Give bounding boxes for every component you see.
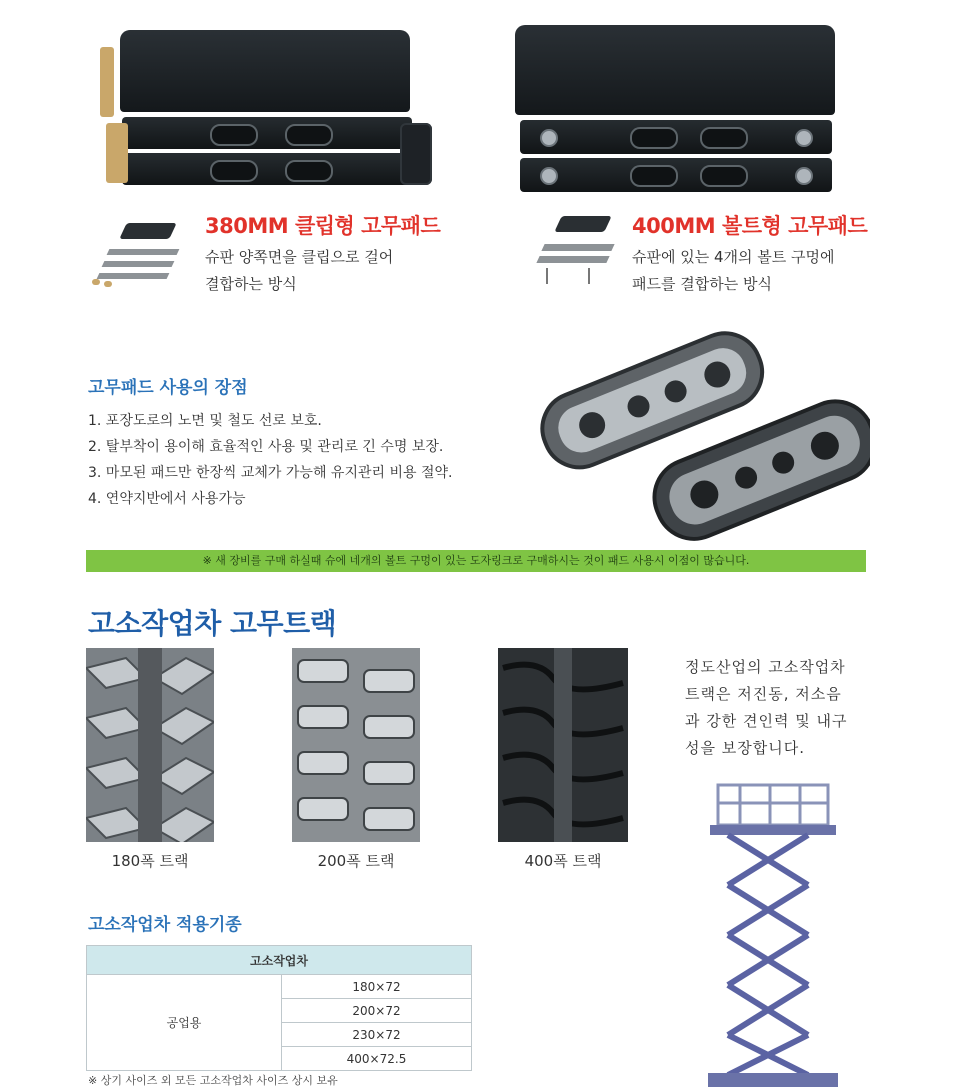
bolt-pad-photo (515, 25, 835, 193)
advantages-list (88, 408, 528, 512)
table-category: 공업용 (87, 975, 282, 1071)
clip-pad-photo (100, 25, 435, 190)
track-200-image (292, 648, 420, 842)
bolt-pad-desc-line2: 패드를 결합하는 방식 (632, 275, 772, 293)
track-400-image (498, 648, 628, 842)
advantage-item: 3. 마모된 패드만 한장씩 교체가 가능해 유지관리 비용 절약. (88, 465, 453, 481)
models-table (86, 945, 472, 1071)
clip-pad-diagram (88, 215, 188, 290)
scissor-lift-image (700, 775, 850, 1090)
clip-pad-desc-line2: 결합하는 방식 (205, 275, 297, 293)
track-180-caption: 180폭 트랙 (111, 852, 189, 870)
advantages-title: 고무패드 사용의 장점 (88, 378, 248, 398)
table-cell-size: 400×72.5 (282, 1047, 472, 1071)
track-description-line: 과 강한 견인력 및 내구 (685, 712, 848, 730)
models-note: ※ 상기 사이즈 외 모든 고소작업차 사이즈 상시 보유 (88, 1074, 338, 1087)
table-cell-size: 180×72 (282, 975, 472, 999)
track-description (685, 654, 847, 762)
track-400-caption: 400폭 트랙 (524, 852, 602, 870)
advantage-item: 2. 탈부착이 용이해 효율적인 사용 및 관리로 긴 수명 보장. (88, 439, 444, 455)
track-description-line: 정도산업의 고소작업차 (685, 658, 846, 676)
track-200-caption: 200폭 트랙 (317, 852, 395, 870)
advantage-item: 4. 연약지반에서 사용가능 (88, 491, 246, 507)
clip-pad-desc-line1: 슈판 양쪽면을 클립으로 걸어 (205, 248, 394, 266)
bolt-pad-desc-line1: 슈판에 있는 4개의 볼트 구멍에 (632, 248, 835, 266)
models-title: 고소작업차 적용기종 (88, 915, 242, 935)
section-title: 고소작업차 고무트랙 (88, 607, 337, 640)
table-header: 고소작업차 (87, 946, 472, 975)
track-description-line: 성을 보장합니다. (685, 739, 805, 757)
bolt-pad-title: 400MM 볼트형 고무패드 (632, 214, 868, 238)
track-180-image (86, 648, 214, 842)
track-description-line: 트랙은 저진동, 저소음 (685, 685, 842, 703)
table-cell-size: 200×72 (282, 999, 472, 1023)
notice-bar: ※ 새 장비를 구매 하실때 슈에 네개의 볼트 구멍이 있는 도자링크로 구매하시는 것이 패드 사용시 이점이 많습니다. (86, 550, 866, 572)
bolt-pad-diagram (528, 210, 623, 290)
table-cell-size: 230×72 (282, 1023, 472, 1047)
advantage-item: 1. 포장도로의 노면 및 철도 선로 보호. (88, 413, 322, 429)
clip-pad-title: 380MM 클립형 고무패드 (205, 214, 441, 238)
crawler-track-image (530, 322, 870, 542)
